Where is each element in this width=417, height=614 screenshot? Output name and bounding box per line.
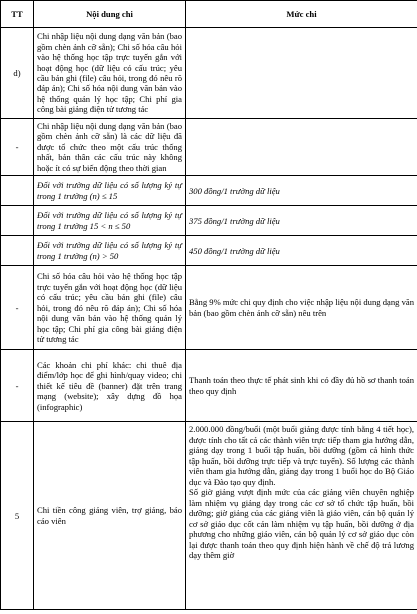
table-row xyxy=(1,350,417,422)
row-level: 450 đồng/1 trường dữ liệu xyxy=(186,236,417,266)
row-tt: d) xyxy=(1,28,34,119)
row-level-extra-text: Số giờ giảng vượt định mức của các giảng viên chuyên nghiệp làm nhiệm vụ giảng dạy trong các cơ sở tổ chức tập huấn, bồi dưỡng; giờ giảng của các giảng viên là giáo viên, cán bộ quản lý cơ sở giáo dục cốt cán làm nhiệm vụ tập huấn, bồi dưỡng ở địa phương cho những giáo viên, cán bộ quản lý cơ sở giáo dục còn lại được thanh toán theo quy định hiện hành về chế độ trả lương dạy thêm giờ xyxy=(189,487,414,561)
row-content: Đối với trường dữ liệu có số lượng ký tự trong 1 trường (n) ≤ 15 xyxy=(34,176,186,206)
row-content: Chi nhập liệu nội dung dạng văn bản (bao gồm chèn ảnh cỡ sẵn); Chi số hóa câu hỏi vào hệ thống học tập trực tuyến gắn với hoạt động học (dữ liệu có cấu trúc; yêu cầu bản ghi (file) câu hỏi, trong đó nêu rõ đáp án); Chi số hóa nội dung văn bản vào hệ thống quản lý học tập; Chi phí gia công bài giảng điện tử tương tác xyxy=(34,28,186,119)
row-tt xyxy=(1,206,34,236)
row-level: 375 đồng/1 trường dữ liệu xyxy=(186,206,417,236)
table-row xyxy=(1,119,417,176)
row-content: Chi tiền công giảng viên, trợ giảng, báo cáo viên xyxy=(34,422,186,610)
header-content: Nội dung chi xyxy=(34,1,186,28)
row-tt: - xyxy=(1,119,34,176)
row-level: Thanh toán theo thực tế phát sinh khi có đầy đủ hồ sơ thanh toán theo quy định xyxy=(186,350,417,422)
row-level xyxy=(186,28,417,119)
row-tt: 5 xyxy=(1,422,34,610)
table-row xyxy=(1,206,417,236)
row-content: Đối với trường dữ liệu có số lượng ký tự trong 1 trường (n) > 50 xyxy=(34,236,186,266)
row-content: Các khoản chi phí khác: chi thuê địa điểm/lớp học để ghi hình/quay video; chi thiết kế tiêu đề (banner) đặt trên trang mạng (website); xây dựng đồ họa (infographic) xyxy=(34,350,186,422)
header-tt: TT xyxy=(1,1,34,28)
row-level xyxy=(186,119,417,176)
row-level: Bằng 9% mức chi quy định cho việc nhập liệu nội dung dạng văn bản (bao gồm chèn ảnh cỡ sẵn) nêu trên xyxy=(186,266,417,350)
table-row xyxy=(1,422,417,610)
row-level xyxy=(186,422,417,610)
table-row xyxy=(1,236,417,266)
row-content: Chi số hóa câu hỏi vào hệ thống học tập trực tuyến gắn với hoạt động học (dữ liệu có cấu trúc; yêu cầu bản ghi (file) câu hỏi, trong đó nêu rõ đáp án); Chi số hóa nội dung văn bản vào hệ thống quản lý học tập; Chi phí gia công bài giảng điện tử tương tác xyxy=(34,266,186,350)
row-tt xyxy=(1,176,34,206)
row-tt xyxy=(1,236,34,266)
table-row xyxy=(1,266,417,350)
row-level: 300 đồng/1 trường dữ liệu xyxy=(186,176,417,206)
row-tt: - xyxy=(1,266,34,350)
row-level-text: 2.000.000 đồng/buổi (một buổi giảng được tính bằng 4 tiết học), được tính cho tất cả các thành viên trực tiếp tham gia hướng dẫn, giảng dạy trong 1 buổi tập huấn, bồi dưỡng (gồm cả hình thức tập huấn, bồi dưỡng trực tiếp và trực tuyến). Số lượng các thành viên tham gia hướng dẫn, giảng dạy trong 1 buổi học do Bộ Giáo dục và Đào tạo quy định. xyxy=(189,424,414,487)
row-tt: - xyxy=(1,350,34,422)
table-header-row xyxy=(1,1,417,28)
row-content: Chi nhập liệu nội dung dạng văn bản (bao gồm chèn ảnh cỡ sẵn) là các dữ liệu đã được tổ chức theo một cấu trúc thống nhất, bản thân các cấu trúc này không hoặc ít có sự biến động theo thời gian xyxy=(34,119,186,176)
row-content: Đối với trường dữ liệu có số lượng ký tự trong 1 trường 15 < n ≤ 50 xyxy=(34,206,186,236)
table-row xyxy=(1,28,417,119)
table-row xyxy=(1,176,417,206)
header-level: Mức chi xyxy=(186,1,417,28)
